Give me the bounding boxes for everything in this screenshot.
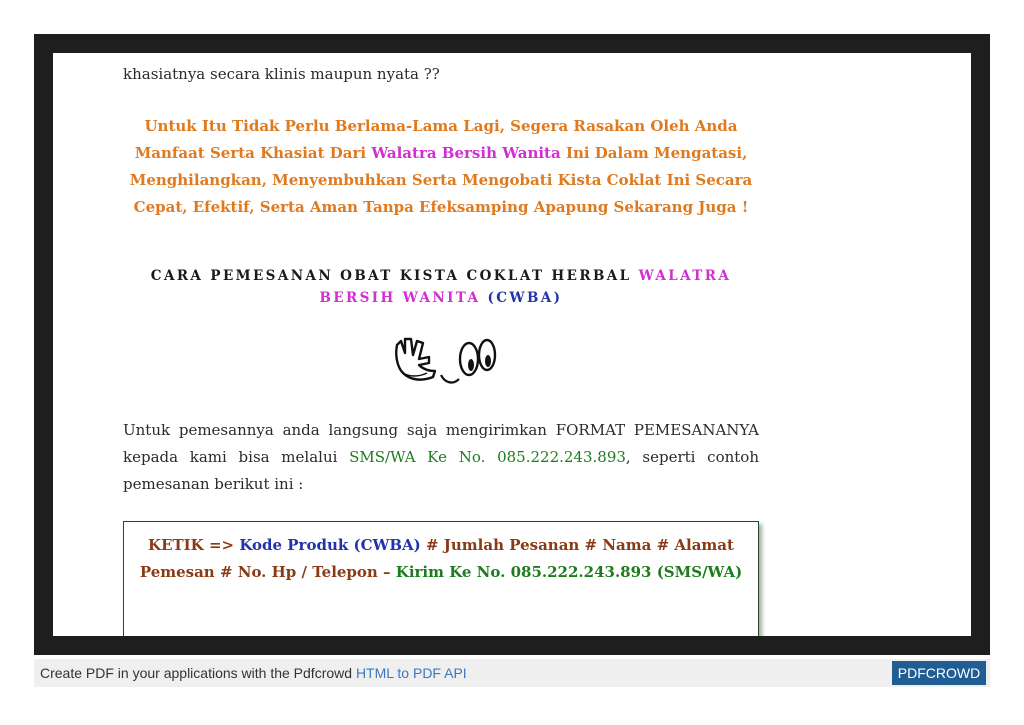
intro-paragraph <box>123 61 440 88</box>
highlight-part2: Ini Dalam Mengatasi, Menghilangkan, Menyembuhkan Serta Mengobati Kista Coklat Ini Secara Cepat, Efektif, Serta Aman Tanpa Efeksamping Apapung Sekarang Juga ! <box>129 144 753 216</box>
order-paragraph <box>123 417 759 498</box>
waving-hand-icon <box>389 333 499 393</box>
heading-part1: CARA PEMESANAN OBAT KISTA COKLAT HERBAL <box>150 268 639 284</box>
heading-product: WALATRA BERSIH WANITA <box>319 268 732 306</box>
order-format-text <box>136 532 746 586</box>
footer-link[interactable]: HTML to PDF API <box>355 665 467 681</box>
heading-code: (CWBA) <box>480 290 563 306</box>
pdf-page <box>53 53 971 636</box>
format-ketik: KETIK => <box>148 536 240 554</box>
order-part2: , seperti contoh pemesanan berikut ini : <box>123 448 759 493</box>
highlight-part1: Untuk Itu Tidak Perlu Berlama-Lama Lagi, Segera Rasakan Oleh Anda Manfaat Serta Khasiat Dari <box>134 117 738 162</box>
order-format-box <box>123 521 759 636</box>
pdfcrowd-footer <box>34 659 990 687</box>
footer-text <box>40 665 467 681</box>
pdfcrowd-brand-button[interactable]: PDFCROWD <box>892 661 986 685</box>
order-contact: SMS/WA Ke No. 085.222.243.893 <box>349 448 626 466</box>
format-kode: Kode Produk (CWBA) <box>239 536 421 554</box>
format-fields: # Jumlah Pesanan # Nama # Alamat Pemesan # No. Hp / Telepon – <box>139 536 734 581</box>
intro-line: khasiatnya secara klinis maupun nyata ?? <box>123 65 440 83</box>
highlight-product: Walatra Bersih Wanita <box>371 144 561 162</box>
format-kirim: Kirim Ke No. 085.222.243.893 (SMS/WA) <box>395 563 743 581</box>
highlight-paragraph <box>123 113 759 221</box>
footer-label: Create PDF in your applications with the Pdfcrowd <box>40 665 356 681</box>
order-heading <box>123 265 759 309</box>
order-part1: Untuk pemesannya anda langsung saja mengirimkan FORMAT PEMESANANYA kepada kami bisa melalui <box>123 421 759 466</box>
